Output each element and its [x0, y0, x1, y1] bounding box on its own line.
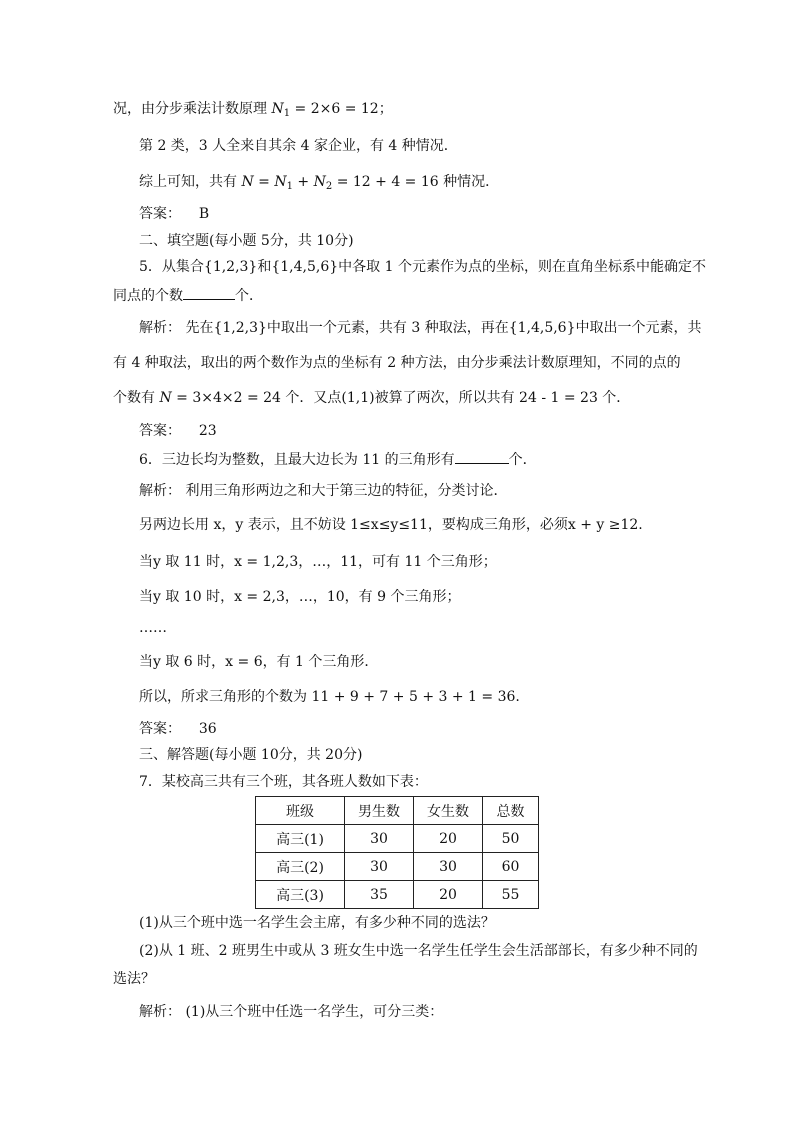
table-header-cell: 班级	[256, 797, 345, 825]
solution-text: 所以，所求三角形的个数为 11 + 9 + 7 + 5 + 3 + 1 = 36.	[139, 689, 520, 705]
answer-line: 答案： 23	[139, 423, 217, 439]
answer-blank[interactable]	[455, 449, 509, 464]
question-text: (2)从 1 班、2 班男生中或从 3 班女生中选一名学生任学生会生活部部长，有多少种不同的	[139, 943, 698, 959]
solution-text: 当y 取 11 时，x = 1,2,3，…，11，可有 11 个三角形；	[139, 554, 497, 570]
text-line: 况，由分步乘法计数原理 $N_1 = 2\times 6 = 12$；	[113, 101, 393, 119]
solution-text: 当y 取 6 时，x = 6，有 1 个三角形．	[139, 654, 379, 670]
table-header-cell: 女生数	[414, 797, 483, 825]
question-text: 7．某校高三共有三个班，其各班人数如下表：	[139, 774, 428, 790]
question-text: (1)从三个班中选一名学生会主席，有多少种不同的选法？	[139, 915, 495, 931]
ellipsis-line: ……	[139, 620, 167, 636]
table-row	[256, 881, 539, 909]
table-header-row	[256, 797, 539, 825]
table-header-cell: 男生数	[345, 797, 414, 825]
solution-text: 解析： 利用三角形两边之和大于第三边的特征，分类讨论．	[139, 483, 508, 499]
table-cell: 30	[345, 853, 414, 881]
solution-text: 个数有 N = 3×4×2 = 24 个．又点(1,1)被算了两次，所以共有 24 - 1 = 23 个．	[113, 390, 631, 406]
answer-blank[interactable]	[183, 285, 235, 300]
table-cell: 50	[483, 825, 539, 853]
section-heading: 二、填空题(每小题 5分，共 10分)	[139, 233, 354, 249]
table-cell: 30	[345, 825, 414, 853]
table-cell: 高三(1)	[256, 825, 345, 853]
solution-text: 有 4 种取法，取出的两个数作为点的坐标有 2 种方法，由分步乘法计数原理知，不同的点的	[113, 355, 681, 371]
table-cell: 55	[483, 881, 539, 909]
text-line: 综上可知，共有 $N = N_1 + N_2 = 12 + 4 = 16$ 种情况．	[139, 174, 500, 192]
question-text: 6．三边长均为整数，且最大边长为 11 的三角形有 个．	[139, 449, 537, 470]
table-row	[256, 825, 539, 853]
table-cell: 高三(3)	[256, 881, 345, 909]
question-text: 同点的个数 个．	[113, 285, 263, 306]
answer-line: 答案： 36	[139, 721, 217, 737]
table-cell: 30	[414, 853, 483, 881]
class-size-table	[255, 796, 539, 909]
table-cell: 35	[345, 881, 414, 909]
question-text: 选法？	[113, 971, 155, 987]
table-cell: 高三(2)	[256, 853, 345, 881]
solution-text: 解析： (1)从三个班中任选一名学生，可分三类：	[139, 1004, 444, 1020]
answer-line: 答案： B	[139, 206, 210, 222]
solution-text: 当y 取 10 时，x = 2,3，…，10，有 9 个三角形；	[139, 589, 461, 605]
solution-text: 解析： 先在{1,2,3}中取出一个元素，共有 3 种取法，再在{1,4,5,6}中取出一个元素，共	[139, 320, 702, 336]
table-cell: 60	[483, 853, 539, 881]
table-cell: 20	[414, 881, 483, 909]
section-heading: 三、解答题(每小题 10分，共 20分)	[139, 747, 363, 763]
text-line: 第 2 类，3 人全来自其余 4 家企业，有 4 种情况．	[139, 138, 458, 154]
table-cell: 20	[414, 825, 483, 853]
solution-text: 另两边长用 x，y 表示，且不妨设 1≤x≤y≤11，要构成三角形，必须x + y ≥12.	[139, 517, 643, 533]
table-header-cell: 总数	[483, 797, 539, 825]
table-row	[256, 853, 539, 881]
question-text: 5．从集合{1,2,3}和{1,4,5,6}中各取 1 个元素作为点的坐标，则在直角坐标系中能确定不	[139, 259, 706, 275]
